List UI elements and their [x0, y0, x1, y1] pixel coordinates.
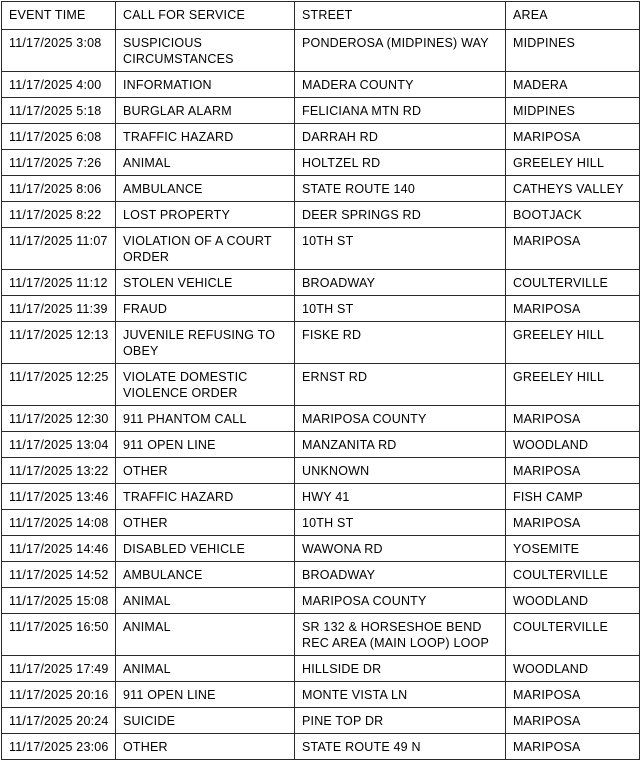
street-cell: MADERA COUNTY	[295, 72, 506, 98]
call-for-service-cell: VIOLATE DOMESTIC VIOLENCE ORDER	[116, 364, 295, 406]
event-time-cell: 11/17/2025 11:07	[2, 228, 116, 270]
call-for-service-cell: ANIMAL	[116, 150, 295, 176]
table-row	[2, 30, 640, 72]
table-row	[2, 484, 640, 510]
table-row	[2, 124, 640, 150]
street-cell: HILLSIDE DR	[295, 656, 506, 682]
table-row	[2, 734, 640, 760]
event-time-cell: 11/17/2025 12:30	[2, 406, 116, 432]
street-cell: ERNST RD	[295, 364, 506, 406]
call-for-service-cell: JUVENILE REFUSING TO OBEY	[116, 322, 295, 364]
table-row	[2, 202, 640, 228]
table-row	[2, 614, 640, 656]
call-for-service-cell: 911 OPEN LINE	[116, 432, 295, 458]
table-row	[2, 656, 640, 682]
street-cell: BROADWAY	[295, 562, 506, 588]
call-for-service-cell: AMBULANCE	[116, 562, 295, 588]
call-for-service-cell: LOST PROPERTY	[116, 202, 295, 228]
table-row	[2, 98, 640, 124]
table-row	[2, 562, 640, 588]
area-cell: MARIPOSA	[506, 458, 640, 484]
event-time-cell: 11/17/2025 20:16	[2, 682, 116, 708]
area-cell: MARIPOSA	[506, 708, 640, 734]
area-cell: WOODLAND	[506, 656, 640, 682]
table-row	[2, 406, 640, 432]
table-row	[2, 72, 640, 98]
call-for-service-cell: ANIMAL	[116, 614, 295, 656]
header-call-for-service: CALL FOR SERVICE	[116, 2, 295, 30]
street-cell: DEER SPRINGS RD	[295, 202, 506, 228]
event-time-cell: 11/17/2025 17:49	[2, 656, 116, 682]
area-cell: MARIPOSA	[506, 406, 640, 432]
street-cell: SR 132 & HORSESHOE BEND REC AREA (MAIN LOOP) LOOP	[295, 614, 506, 656]
call-for-service-cell: OTHER	[116, 510, 295, 536]
header-street: STREET	[295, 2, 506, 30]
street-cell: MARIPOSA COUNTY	[295, 588, 506, 614]
call-for-service-cell: FRAUD	[116, 296, 295, 322]
area-cell: MARIPOSA	[506, 682, 640, 708]
street-cell: MANZANITA RD	[295, 432, 506, 458]
table-row	[2, 228, 640, 270]
event-time-cell: 11/17/2025 23:06	[2, 734, 116, 760]
header-area: AREA	[506, 2, 640, 30]
area-cell: MIDPINES	[506, 30, 640, 72]
area-cell: GREELEY HILL	[506, 150, 640, 176]
call-for-service-cell: DISABLED VEHICLE	[116, 536, 295, 562]
table-row	[2, 176, 640, 202]
call-for-service-cell: SUSPICIOUS CIRCUMSTANCES	[116, 30, 295, 72]
call-for-service-cell: INFORMATION	[116, 72, 295, 98]
street-cell: DARRAH RD	[295, 124, 506, 150]
table-row	[2, 536, 640, 562]
area-cell: COULTERVILLE	[506, 270, 640, 296]
event-time-cell: 11/17/2025 15:08	[2, 588, 116, 614]
event-time-cell: 11/17/2025 14:08	[2, 510, 116, 536]
call-for-service-cell: ANIMAL	[116, 588, 295, 614]
event-time-cell: 11/17/2025 16:50	[2, 614, 116, 656]
area-cell: MADERA	[506, 72, 640, 98]
area-cell: COULTERVILLE	[506, 614, 640, 656]
event-time-cell: 11/17/2025 11:12	[2, 270, 116, 296]
call-for-service-cell: OTHER	[116, 458, 295, 484]
call-for-service-cell: OTHER	[116, 734, 295, 760]
street-cell: STATE ROUTE 49 N	[295, 734, 506, 760]
area-cell: BOOTJACK	[506, 202, 640, 228]
table-row	[2, 270, 640, 296]
call-log-table	[1, 1, 640, 760]
street-cell: MARIPOSA COUNTY	[295, 406, 506, 432]
street-cell: MONTE VISTA LN	[295, 682, 506, 708]
street-cell: HWY 41	[295, 484, 506, 510]
street-cell: FELICIANA MTN RD	[295, 98, 506, 124]
event-time-cell: 11/17/2025 6:08	[2, 124, 116, 150]
event-time-cell: 11/17/2025 14:52	[2, 562, 116, 588]
call-for-service-cell: ANIMAL	[116, 656, 295, 682]
table-row	[2, 588, 640, 614]
event-time-cell: 11/17/2025 8:22	[2, 202, 116, 228]
header-event-time: EVENT TIME	[2, 2, 116, 30]
street-cell: HOLTZEL RD	[295, 150, 506, 176]
street-cell: PONDEROSA (MIDPINES) WAY	[295, 30, 506, 72]
table-row	[2, 510, 640, 536]
area-cell: MARIPOSA	[506, 510, 640, 536]
call-for-service-cell: SUICIDE	[116, 708, 295, 734]
area-cell: GREELEY HILL	[506, 322, 640, 364]
table-row	[2, 364, 640, 406]
table-row	[2, 296, 640, 322]
street-cell: 10TH ST	[295, 296, 506, 322]
event-time-cell: 11/17/2025 12:13	[2, 322, 116, 364]
area-cell: CATHEYS VALLEY	[506, 176, 640, 202]
event-time-cell: 11/17/2025 13:04	[2, 432, 116, 458]
header-row	[2, 2, 640, 30]
area-cell: GREELEY HILL	[506, 364, 640, 406]
area-cell: WOODLAND	[506, 432, 640, 458]
event-time-cell: 11/17/2025 13:46	[2, 484, 116, 510]
area-cell: WOODLAND	[506, 588, 640, 614]
street-cell: 10TH ST	[295, 510, 506, 536]
event-time-cell: 11/17/2025 3:08	[2, 30, 116, 72]
street-cell: FISKE RD	[295, 322, 506, 364]
call-for-service-cell: TRAFFIC HAZARD	[116, 124, 295, 150]
table-row	[2, 150, 640, 176]
area-cell: FISH CAMP	[506, 484, 640, 510]
area-cell: YOSEMITE	[506, 536, 640, 562]
event-time-cell: 11/17/2025 13:22	[2, 458, 116, 484]
table-row	[2, 682, 640, 708]
table-row	[2, 432, 640, 458]
event-time-cell: 11/17/2025 12:25	[2, 364, 116, 406]
street-cell: WAWONA RD	[295, 536, 506, 562]
event-time-cell: 11/17/2025 8:06	[2, 176, 116, 202]
area-cell: COULTERVILLE	[506, 562, 640, 588]
call-for-service-cell: 911 OPEN LINE	[116, 682, 295, 708]
call-for-service-cell: TRAFFIC HAZARD	[116, 484, 295, 510]
call-for-service-cell: 911 PHANTOM CALL	[116, 406, 295, 432]
street-cell: PINE TOP DR	[295, 708, 506, 734]
event-time-cell: 11/17/2025 14:46	[2, 536, 116, 562]
table-row	[2, 458, 640, 484]
event-time-cell: 11/17/2025 20:24	[2, 708, 116, 734]
event-time-cell: 11/17/2025 7:26	[2, 150, 116, 176]
area-cell: MIDPINES	[506, 98, 640, 124]
call-for-service-cell: VIOLATION OF A COURT ORDER	[116, 228, 295, 270]
event-time-cell: 11/17/2025 5:18	[2, 98, 116, 124]
street-cell: BROADWAY	[295, 270, 506, 296]
street-cell: STATE ROUTE 140	[295, 176, 506, 202]
call-for-service-cell: AMBULANCE	[116, 176, 295, 202]
table-row	[2, 322, 640, 364]
street-cell: 10TH ST	[295, 228, 506, 270]
area-cell: MARIPOSA	[506, 228, 640, 270]
area-cell: MARIPOSA	[506, 734, 640, 760]
street-cell: UNKNOWN	[295, 458, 506, 484]
call-for-service-cell: STOLEN VEHICLE	[116, 270, 295, 296]
call-for-service-cell: BURGLAR ALARM	[116, 98, 295, 124]
event-time-cell: 11/17/2025 4:00	[2, 72, 116, 98]
area-cell: MARIPOSA	[506, 296, 640, 322]
area-cell: MARIPOSA	[506, 124, 640, 150]
event-time-cell: 11/17/2025 11:39	[2, 296, 116, 322]
table-row	[2, 708, 640, 734]
